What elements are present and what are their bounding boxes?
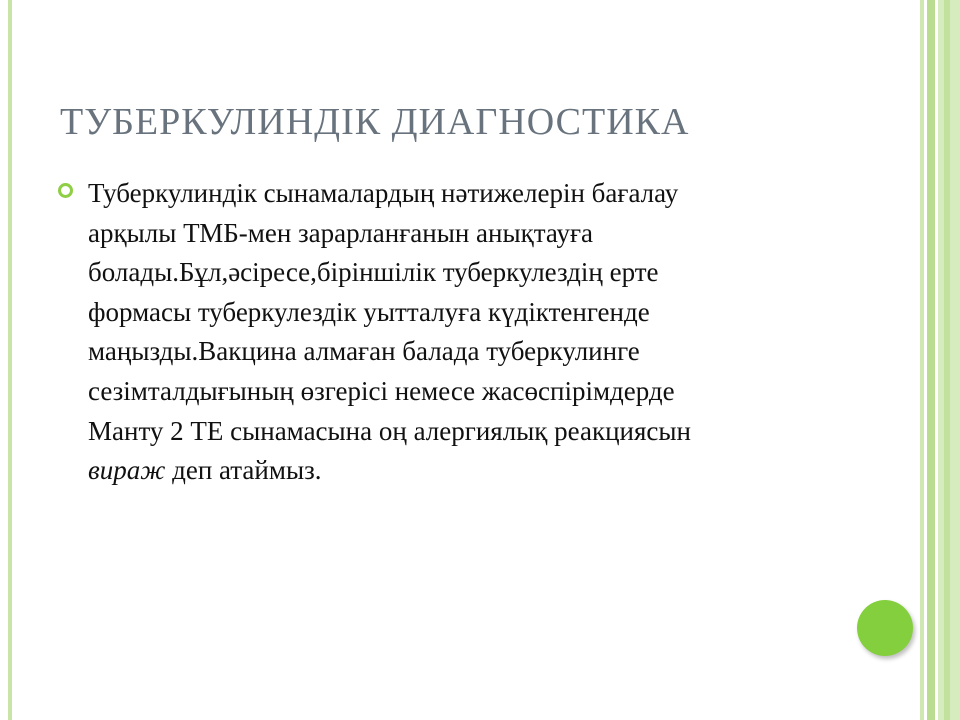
paragraph-line: формасы туберкулездік уытталуға күдіктенгенде: [88, 296, 650, 327]
paragraph-line-end: деп атаймыз.: [165, 455, 322, 486]
paragraph-line: сезімталдығының өзгерісі немесе жасөспірімдерде: [88, 375, 675, 406]
paragraph-line: арқылы ТМБ-мен зарарланғанын анықтауға: [88, 217, 594, 248]
paragraph-line: маңызды.Вакцина алмаған балада туберкулинге: [88, 336, 640, 367]
right-band-stripe: [944, 0, 950, 720]
italic-term: вираж: [88, 455, 166, 486]
paragraph-last-line: [88, 451, 828, 491]
paragraph-line: Туберкулиндік сынамалардың нәтижелерін бағалау: [88, 178, 679, 208]
left-decorative-rule: [8, 0, 12, 720]
right-band-stripe: [927, 0, 935, 720]
right-decorative-band: [920, 0, 960, 720]
right-band-stripe: [920, 0, 924, 720]
paragraph-line: болады.Бұл,әсіресе,біріншілік туберкулездің ерте: [88, 257, 659, 288]
paragraph-line: Манту 2 ТЕ сынамасына оң алергиялық реакциясын: [88, 415, 691, 446]
green-circle-icon: [857, 600, 913, 656]
bullet-paragraph: [88, 174, 828, 491]
hollow-circle-bullet-icon: [58, 183, 73, 198]
slide-title: ТУБЕРКУЛИНДІК ДИАГНОСТИКА: [60, 101, 690, 143]
